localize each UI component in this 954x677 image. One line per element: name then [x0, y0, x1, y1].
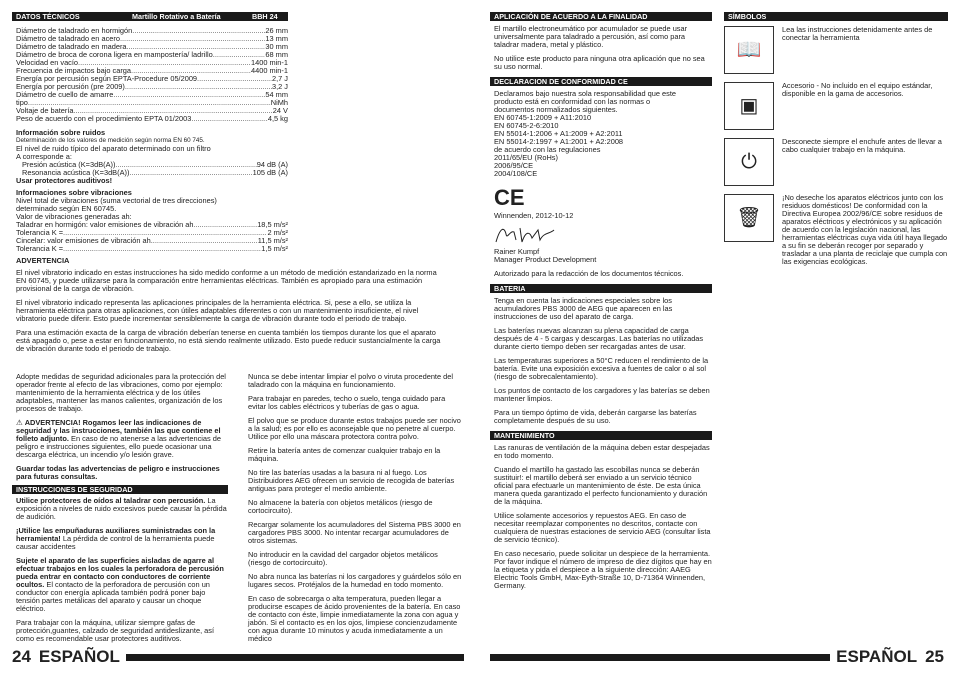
maintenance-header: MANTENIMIENTO: [490, 431, 712, 440]
footer-language: ESPAÑOL: [38, 647, 120, 666]
spec-row: [22, 161, 288, 169]
tech-specs: [16, 27, 288, 253]
dot-leader: [113, 91, 265, 99]
signer-name: Rainer Kumpf: [494, 247, 540, 256]
noise-subtitle: Determinación de los valores de medición según norma EN 60 745.: [16, 137, 205, 144]
paragraph: Retire la batería antes de comenzar cualquier trabajo en la máquina.: [248, 446, 441, 463]
declaration-line: EN 55014-1:2006 + A1:2009 + A2:2011: [494, 129, 623, 138]
paragraph: Cuando el martillo ha gastado las escobillas nunca se deberán sustituir!: el martillo deberá ser enviado a un servicio técnico oficial para efectuarle un mantenimiento de éste. De esta única manera queda garantizado el perfecto funcionamiento y duración de la máquina.: [494, 465, 708, 506]
dot-leader: [151, 237, 258, 245]
spec-value: 24 V: [272, 107, 288, 115]
warning-paragraph: ⚠ ADVERTENCIA! Rogamos leer las indicaciones de seguridad y las instrucciones, también las que contiene el folleto adjunto. En caso de no atenerse a las advertencias de peligro e instrucciones siguientes, ello puede ocasionar una descarga eléctrica, un incendio y/o lesión grave.: [16, 418, 221, 459]
noise-line: El nivel de ruido típico del aparato determinado con un filtro: [16, 144, 211, 153]
paragraph: Para trabajar con la máquina, utilizar siempre gafas de protección,guantes, calzado de seguridad antideslizante, así como es recomendable usar protectores auditivos.: [16, 618, 215, 643]
spec-row: [16, 237, 288, 245]
declaration-line: Declaramos bajo nuestra sola responsabilidad que este: [494, 89, 677, 98]
paragraph: Para un tiempo óptimo de vida, deberán cargarse las baterías completamente después de su uso.: [494, 408, 697, 425]
signature-drawing: [494, 224, 564, 246]
spec-label: Peso de acuerdo con el procedimiento EPTA 01/2003: [16, 115, 192, 123]
paragraph: El martillo electroneumático por acumulador se puede usar universalmente para taladrado a percusión, así como para taladrar madera, metal y plástico.: [494, 24, 688, 49]
spec-label: Presión acústica (K=3dB(A)): [22, 161, 116, 169]
left-column-1: [16, 373, 230, 649]
ce-mark: CE: [494, 185, 525, 210]
spec-row: [16, 229, 288, 237]
keep-instructions: Guardar todas las advertencias de peligro e instrucciones para futuras consultas.: [16, 464, 220, 481]
spec-row: [16, 99, 288, 107]
spec-label: Taladrar en hormigón: valor emisiones de vibración ah: [16, 221, 194, 229]
spec-label: Velocidad en vacío: [16, 59, 79, 67]
dot-leader: [63, 245, 261, 253]
paragraph: No utilice este producto para ninguna otra aplicación que no sea su uso normal.: [494, 54, 705, 71]
dot-leader: [213, 51, 266, 59]
spec-label: Diámetro de taladrado en madera: [16, 43, 127, 51]
footer-language: ESPAÑOL: [836, 647, 918, 666]
declaration-line: producto está en conformidad con las normas o: [494, 97, 651, 106]
vibration-rows: [16, 221, 288, 253]
unplug-icon: ⏻: [724, 138, 774, 186]
dot-leader: [74, 107, 273, 115]
paragraph: Utilice solamente accesorios y repuestos AEG. En caso de necesitar reemplazar componentes no descritos, contacte con cualquiera de nuestras estaciones de servicio AEG (consultar lista de servicio técnico).: [494, 511, 711, 544]
spec-value: 3,2 J: [271, 83, 288, 91]
paragraph: No abra nunca las baterías ni los cargadores y guárdelos sólo en lugares secos. Protéjalos de la humedad en todo momento.: [248, 572, 462, 589]
spec-label: Tolerancia K =: [16, 245, 64, 253]
declaration-line: EN 60745-1:2009 + A11:2010: [494, 113, 592, 122]
symbols-list: [724, 26, 948, 274]
warning-paragraph: Para una estimación exacta de la carga de vibración deberían tenerse en cuenta también los tiempos durante los que el aparato está apagado o, pese a estar en funcionamiento, no está siendo realmente utilizado. Esto puede reducir sustancialmente la carga de vibración durante todo el periodo de trabajo.: [16, 328, 441, 353]
declaration-line: documentos normalizados siguientes.: [494, 105, 618, 114]
paragraph: El polvo que se produce durante estos trabajos puede ser nocivo a la salud; es por ello es aconsejable que no penetre al cuerpo. Utilice por ello una máscara protectora contra polvo.: [248, 416, 461, 441]
signature-image: [490, 224, 712, 248]
header-model: BBH 24: [252, 12, 278, 21]
spec-value: 30 mm: [265, 43, 288, 51]
signer-role: Manager Product Development: [494, 255, 597, 264]
noise-title: Información sobre ruidos: [16, 128, 106, 137]
warning-paragraphs: [16, 269, 444, 353]
read-manual-icon: 📖: [724, 26, 774, 74]
vibration-line: determinado según EN 60745.: [16, 204, 117, 213]
spec-row: [16, 221, 288, 229]
spec-value: NiMh: [270, 99, 288, 107]
spec-row: [16, 59, 288, 67]
symbol-row: [724, 194, 948, 266]
spec-value: 2,7 J: [271, 75, 288, 83]
place-date: Winnenden, 2012-10-12: [494, 211, 574, 220]
spec-row: [16, 107, 288, 115]
spec-list: [16, 27, 288, 123]
paragraph: No almacene la batería con objetos metálicos (riesgo de cortocircuito).: [248, 498, 433, 515]
warning-triangle-icon: ⚠: [16, 418, 23, 427]
spec-row: [16, 43, 288, 51]
declaration-line: 2004/108/CE: [494, 169, 538, 178]
symbols-header: SÍMBOLOS: [724, 12, 948, 21]
tech-data-header: [12, 12, 288, 21]
dot-leader: [125, 83, 272, 91]
spec-row: [16, 67, 288, 75]
spec-row: [16, 35, 288, 43]
paragraph: Para trabajar en paredes, techo o suelo, tenga cuidado para evitar los cables eléctricos y tuberías de gas o agua.: [248, 394, 446, 411]
paragraph: Los puntos de contacto de los cargadores y las baterías se deben mantener limpios.: [494, 386, 710, 403]
vibration-title: Informaciones sobre vibraciones: [16, 188, 132, 197]
paragraph: ¡Utilice las empuñaduras auxiliares suministradas con la herramienta! La pérdida de control de la herramienta puede causar accidentes: [16, 526, 216, 551]
symbol-row: [724, 82, 948, 130]
paragraph: Nunca se debe intentar limpiar el polvo o viruta procedente del taladrado con la máquina en funcionamiento.: [248, 372, 454, 389]
spec-row: [16, 75, 288, 83]
spec-value: 18,5 m/s²: [257, 221, 288, 229]
declaration-header: DECLARACION DE CONFORMIDAD CE: [490, 77, 712, 86]
maintenance-paragraphs: [490, 444, 712, 590]
battery-header: BATERIA: [490, 284, 712, 293]
header-title: DATOS TÉCNICOS: [16, 12, 80, 21]
safety-header: INSTRUCCIONES DE SEGURIDAD: [12, 485, 228, 494]
spec-label: Diámetro de broca de corona ligera en mampostería/ ladrillo: [16, 51, 213, 59]
warning-paragraph: El nivel vibratorio indicado representa las aplicaciones principales de la herramienta eléctrica. Si, pese a ello, se utiliza la herramienta eléctrica para otras aplicaciones, con útiles adaptables diferentes o con un mantenimiento insuficiente, el nivel vibratorio puede diferir. Esto puede incrementar sensiblemente la carga de vibración durante todo el periodo de trabajo.: [16, 298, 419, 323]
paragraph: No introducir en la cavidad del cargador objetos metálicos (riesgo de cortocircuito).: [248, 550, 438, 567]
paragraph: En caso de sobrecarga o alta temperatura, pueden llegar a producirse escapes de ácido provenientes de la batería. En caso de contacto con éste, limpie inmediatamente la zona con agua y jabón. Si el contacto es en los ojos, limpiese concienzudamente con agua durante 10 minutos y acuda inmediatamente a un médico: [248, 594, 461, 643]
noise-line: A corresponde a:: [16, 152, 72, 161]
paragraph: Las temperaturas superiores a 50°C reducen el rendimiento de la batería. Evite una exposición excesiva a fuentes de calor o al sol (riesgo de sobrecalentamiento).: [494, 356, 709, 381]
footer-bar: [490, 654, 830, 661]
dot-leader: [193, 221, 257, 229]
authorization: Autorizado para la redacción de los documentos técnicos.: [494, 269, 684, 278]
accessory-icon: ▣: [724, 82, 774, 130]
spec-label: Tolerancia K =: [16, 229, 64, 237]
spec-label: Diámetro de taladrado en hormigón: [16, 27, 133, 35]
declaration-line: de acuerdo con las regulaciones: [494, 145, 601, 154]
spec-label: Resonancia acústica (K=3dB(A)): [22, 169, 130, 177]
noise-rows: [16, 161, 288, 177]
paragraph: Utilice protectores de oídos al taladrar con percusión. La exposición a niveles de ruido excesivos puede causar la pérdida de audición.: [16, 496, 227, 521]
paragraph: No tire las baterías usadas a la basura ni al fuego. Los Distribuidores AEG ofrecen un servicio de recogida de baterías antiguas para proteger el medio ambiente.: [248, 468, 455, 493]
spec-label: Diámetro de taladrado en acero: [16, 35, 120, 43]
spec-value: 68 mm: [265, 51, 288, 59]
footer-right: [490, 649, 944, 665]
paragraph: Las baterías nuevas alcanzan su plena capacidad de carga después de 4 - 5 cargas y descargas. Las baterías no utilizadas durante cierto tiempo deben ser recargadas antes de usar.: [494, 326, 704, 351]
dot-leader: [28, 99, 271, 107]
declaration-line: 2011/65/EU (RoHs): [494, 153, 558, 162]
declaration-line: EN 60745-2-6:2010: [494, 121, 559, 130]
spec-label: Frecuencia de impactos bajo carga: [16, 67, 132, 75]
dot-leader: [120, 35, 265, 43]
spec-row: [16, 83, 288, 91]
left-column-2: [248, 373, 462, 649]
spec-row: [16, 91, 288, 99]
dot-leader: [127, 43, 266, 51]
dot-leader: [132, 27, 265, 35]
weee-bin-icon: 🗑: [724, 194, 774, 242]
paragraph: Las ranuras de ventilación de la máquina deben estar despejadas en todo momento.: [494, 443, 710, 460]
symbol-text: Accesorio - No incluido en el equipo estándar, disponible en la gama de accesorios.: [782, 81, 933, 98]
spec-value: 4400 min-1: [251, 67, 288, 75]
spec-value: 54 mm: [265, 91, 288, 99]
paragraph: Recargar solamente los acumuladores del Sistema PBS 3000 en cargadores PBS 3000. No intentar recargar acumuladores de otros sistemas.: [248, 520, 461, 545]
symbol-row: [724, 138, 948, 186]
spec-value: 2 m/s²: [267, 229, 288, 237]
spec-value: 13 mm: [265, 35, 288, 43]
warning-title: ADVERTENCIA: [16, 256, 70, 265]
application-header: APLICACIÓN DE ACUERDO A LA FINALIDAD: [490, 12, 712, 21]
footer-left: [12, 649, 464, 665]
right-column-1: [490, 12, 712, 596]
dot-leader: [63, 229, 267, 237]
dot-leader: [131, 67, 251, 75]
paragraph: En caso necesario, puede solicitar un despiece de la herramienta. Por favor indique el número de impreso de diez dígitos que hay en la etiqueta y pida el despiece a la siguiente dirección: AAEG Electric Tools GmbH, Max-Eyth-Straße 10, D-71364 Winnenden, Germany.: [494, 549, 712, 590]
warning-section: [16, 257, 444, 359]
spec-value: 105 dB (A): [252, 169, 288, 177]
spec-value: 1400 min-1: [251, 59, 288, 67]
header-product: Martillo Rotativo a Batería: [132, 12, 221, 21]
symbol-text: Desconecte siempre el enchufe antes de llevar a cabo cualquier trabajo en la máquina.: [782, 137, 942, 154]
footer-bar: [126, 654, 464, 661]
symbol-text: ¡No deseche los aparatos eléctricos junto con los residuos domésticos! De conformidad con la Directiva Europea 2002/96/CE sobre residuos de aparatos eléctricos y electrónicos y su aplicación de acuerdo con la legislación nacional, las herramientas eléctricas cuya vida útil haya llegado a su fin se deberán recoger por separado y trasladar a una planta de reciclaje que cumpla con las exigencias ecológicas.: [782, 193, 948, 266]
noise-warning: Usar protectores auditivos!: [16, 176, 113, 185]
dot-leader: [197, 75, 272, 83]
vibration-line: Nivel total de vibraciones (suma vectorial de tres direcciones): [16, 196, 217, 205]
dot-leader: [191, 115, 268, 123]
spec-label: Energía por percusión (pre 2009): [16, 83, 125, 91]
declaration-line: 2006/95/CE: [494, 161, 534, 170]
spec-label: tipo: [16, 99, 28, 107]
symbol-text: Lea las instrucciones detenidamente antes de conectar la herramienta: [782, 25, 933, 42]
battery-paragraphs: [490, 297, 712, 425]
page-number: 24: [12, 647, 31, 666]
spec-label: Cincelar: valor emisiones de vibración ah: [16, 237, 151, 245]
spec-value: 4,5 kg: [267, 115, 288, 123]
paragraph: Sujete el aparato de las superficies aisladas de agarre al efectuar trabajos en los cuales la perforadora de percusión pueda entrar en contacto con conductores de corriente ocultos. El contacto de la perforadora de percusión con un conductor con energía aplicada también podrá poner bajo tensión partes metálicas del aparato y causar un choque eléctrico.: [16, 556, 224, 613]
spec-value: 26 mm: [265, 27, 288, 35]
spec-row: [16, 27, 288, 35]
page-number: 25: [925, 647, 944, 666]
dot-leader: [115, 161, 256, 169]
vibration-lines: [16, 197, 288, 221]
vibration-line: Valor de vibraciones generadas ah:: [16, 212, 132, 221]
declaration-line: EN 55014-2:1997 + A1:2001 + A2:2008: [494, 137, 624, 146]
spec-value: 94 dB (A): [256, 161, 288, 169]
spec-label: Voltaje de batería: [16, 107, 74, 115]
paragraph: Tenga en cuenta las indicaciones especiales sobre los acumuladores PBS 3000 de AEG que aparecen en las instrucciones de uso del aparato de carga.: [494, 296, 673, 321]
spec-row: [16, 51, 288, 59]
spec-value: 1,5 m/s²: [261, 245, 288, 253]
symbol-row: [724, 26, 948, 74]
declaration-lines: [490, 90, 712, 178]
dot-leader: [129, 169, 252, 177]
spec-value: 11,5 m/s²: [257, 237, 288, 245]
spec-row: [16, 245, 288, 253]
paragraph: Adopte medidas de seguridad adicionales para la protección del operador frente al efecto de las vibraciones, como por ejemplo: mantenimiento de la herramienta eléctrica y de los útiles adaptables, mantener las manos calientes, organización de los procesos de trabajo.: [16, 372, 226, 413]
spec-label: Diámetro de cuello de amarre: [16, 91, 114, 99]
warning-paragraph: El nivel vibratorio indicado en estas instrucciones ha sido medido conforme a un método de medición estandarizado en la norma EN 60745, y puede utilizarse para la comparación entre herramientas eléctricas. También es apropiado para una estimación provisional de la carga de vibración.: [16, 268, 437, 293]
spec-row: [16, 115, 288, 123]
spec-label: Energía por percusión según EPTA-Procedure 05/2009: [16, 75, 198, 83]
dot-leader: [78, 59, 251, 67]
